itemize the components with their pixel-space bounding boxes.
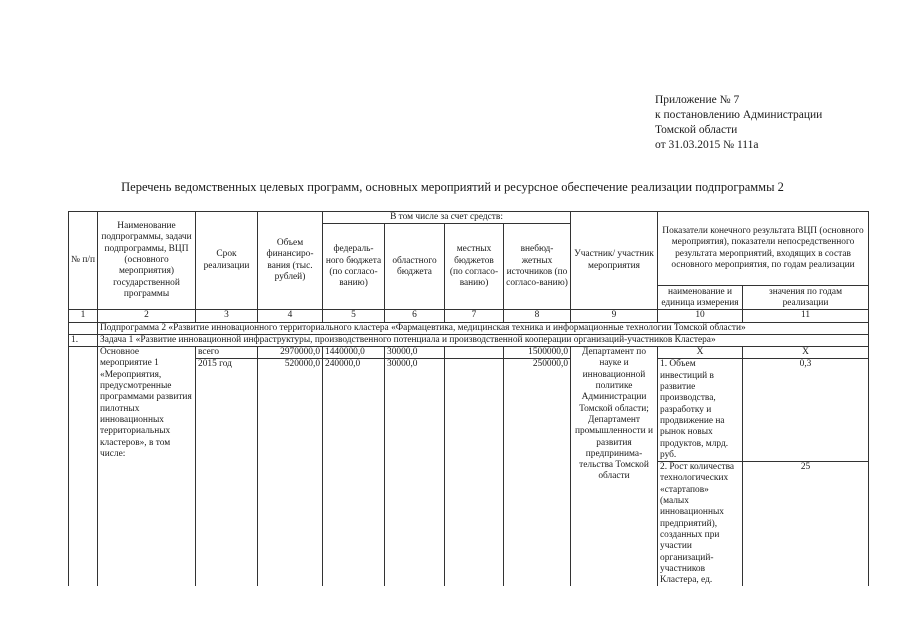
column-number: 9	[571, 310, 658, 322]
header-local: местных бюджетов (по согласо-ванию)	[445, 224, 504, 310]
volume-cell: 2970000,0	[258, 347, 323, 359]
subprogram-row	[69, 322, 869, 334]
task-title: Задача 1 «Развитие инновационной инфраструктуры, производственного потенциала и производственной кооперации организаций-участников Кластера»	[98, 334, 869, 346]
indicator-value-cell: 25	[743, 462, 869, 587]
indicator-value-cell: X	[743, 347, 869, 359]
column-number: 6	[385, 310, 445, 322]
extra-cell: 250000,0	[504, 359, 571, 586]
column-number: 7	[445, 310, 504, 322]
volume-cell: 520000,0	[258, 359, 323, 586]
header-regional: областного бюджета	[385, 224, 445, 310]
federal-cell: 1440000,0	[323, 347, 385, 359]
task-row	[69, 334, 869, 346]
header-row	[69, 212, 869, 224]
regional-cell: 30000,0	[385, 359, 445, 586]
column-numbers-row	[69, 310, 869, 322]
column-number: 1	[69, 310, 98, 322]
term-cell: 2015 год	[196, 359, 258, 586]
header-name: Наименование подпрограммы, задачи подпрограммы, ВЦП (основного мероприятия) государственной программы	[98, 212, 196, 310]
document-title: Перечень ведомственных целевых программ, основных мероприятий и ресурсное обеспечение реализации подпрограммы 2	[121, 180, 784, 194]
appendix-line: от 31.03.2015 № 111а	[655, 139, 759, 151]
header-participant: Участник/ участник мероприятия	[571, 212, 658, 310]
header-extra: внебюд-жетных источников (по согласо-ванию)	[504, 224, 571, 310]
column-number: 11	[743, 310, 869, 322]
measure-name: Основное мероприятие 1 «Мероприятия, предусмотренные программами развития пилотных инновационных территориальных кластеров», в том числе:	[98, 347, 196, 587]
empty-cell	[69, 322, 98, 334]
header-indicator-name: наименование и единица измерения	[658, 286, 743, 310]
header-including: В том числе за счет средств:	[323, 212, 571, 224]
appendix-block	[655, 93, 822, 153]
regional-cell: 30000,0	[385, 347, 445, 359]
indicator-value-cell: 0,3	[743, 359, 869, 462]
term-cell: всего	[196, 347, 258, 359]
task-number: 1.	[69, 334, 98, 346]
column-number: 4	[258, 310, 323, 322]
header-indicator-values: значения по годам реализации	[743, 286, 869, 310]
indicator-name-cell: 1. Объем инвестиций в развитие производства, разработку и продвижение на рынок новых продуктов, млрд. руб.	[658, 359, 743, 462]
local-cell	[445, 359, 504, 586]
column-number: 10	[658, 310, 743, 322]
measure-total-row	[69, 347, 869, 359]
header-federal: федераль-ного бюджета (по согласо-ванию)	[323, 224, 385, 310]
local-cell	[445, 347, 504, 359]
appendix-line: к постановлению Администрации	[655, 109, 823, 121]
column-number: 2	[98, 310, 196, 322]
appendix-line: Приложение № 7	[655, 94, 740, 106]
extra-cell: 1500000,0	[504, 347, 571, 359]
indicator-name-cell: X	[658, 347, 743, 359]
header-num: № п/п	[69, 212, 98, 310]
federal-cell: 240000,0	[323, 359, 385, 586]
column-number: 5	[323, 310, 385, 322]
header-indicators: Показатели конечного результата ВЦП (основного мероприятия), показатели непосредственного результата мероприятий, входящих в состав основного мероприятия, по годам реализации	[658, 212, 869, 286]
column-number: 3	[196, 310, 258, 322]
empty-cell	[69, 347, 98, 587]
indicator-name-cell: 2. Рост количества технологических «стартапов» (малых инновационных предприятий), созданных при участии организаций-участников Кластера, ед.	[658, 462, 743, 587]
column-number: 8	[504, 310, 571, 322]
header-term: Срок реализации	[196, 212, 258, 310]
participant-cell: Департамент по науке и инновационной политике Администрации Томской области; Департамент промышленности и развития предпринима-тельства Томской области	[571, 347, 658, 587]
appendix-line: Томской области	[655, 124, 738, 136]
resource-table	[68, 211, 869, 586]
header-volume: Объем финансиро-вания (тыс. рублей)	[258, 212, 323, 310]
subprogram-title: Подпрограмма 2 «Развитие инновационного территориального кластера «Фармацевтика, медицинская техника и информационные технологии Томской области»	[98, 322, 869, 334]
